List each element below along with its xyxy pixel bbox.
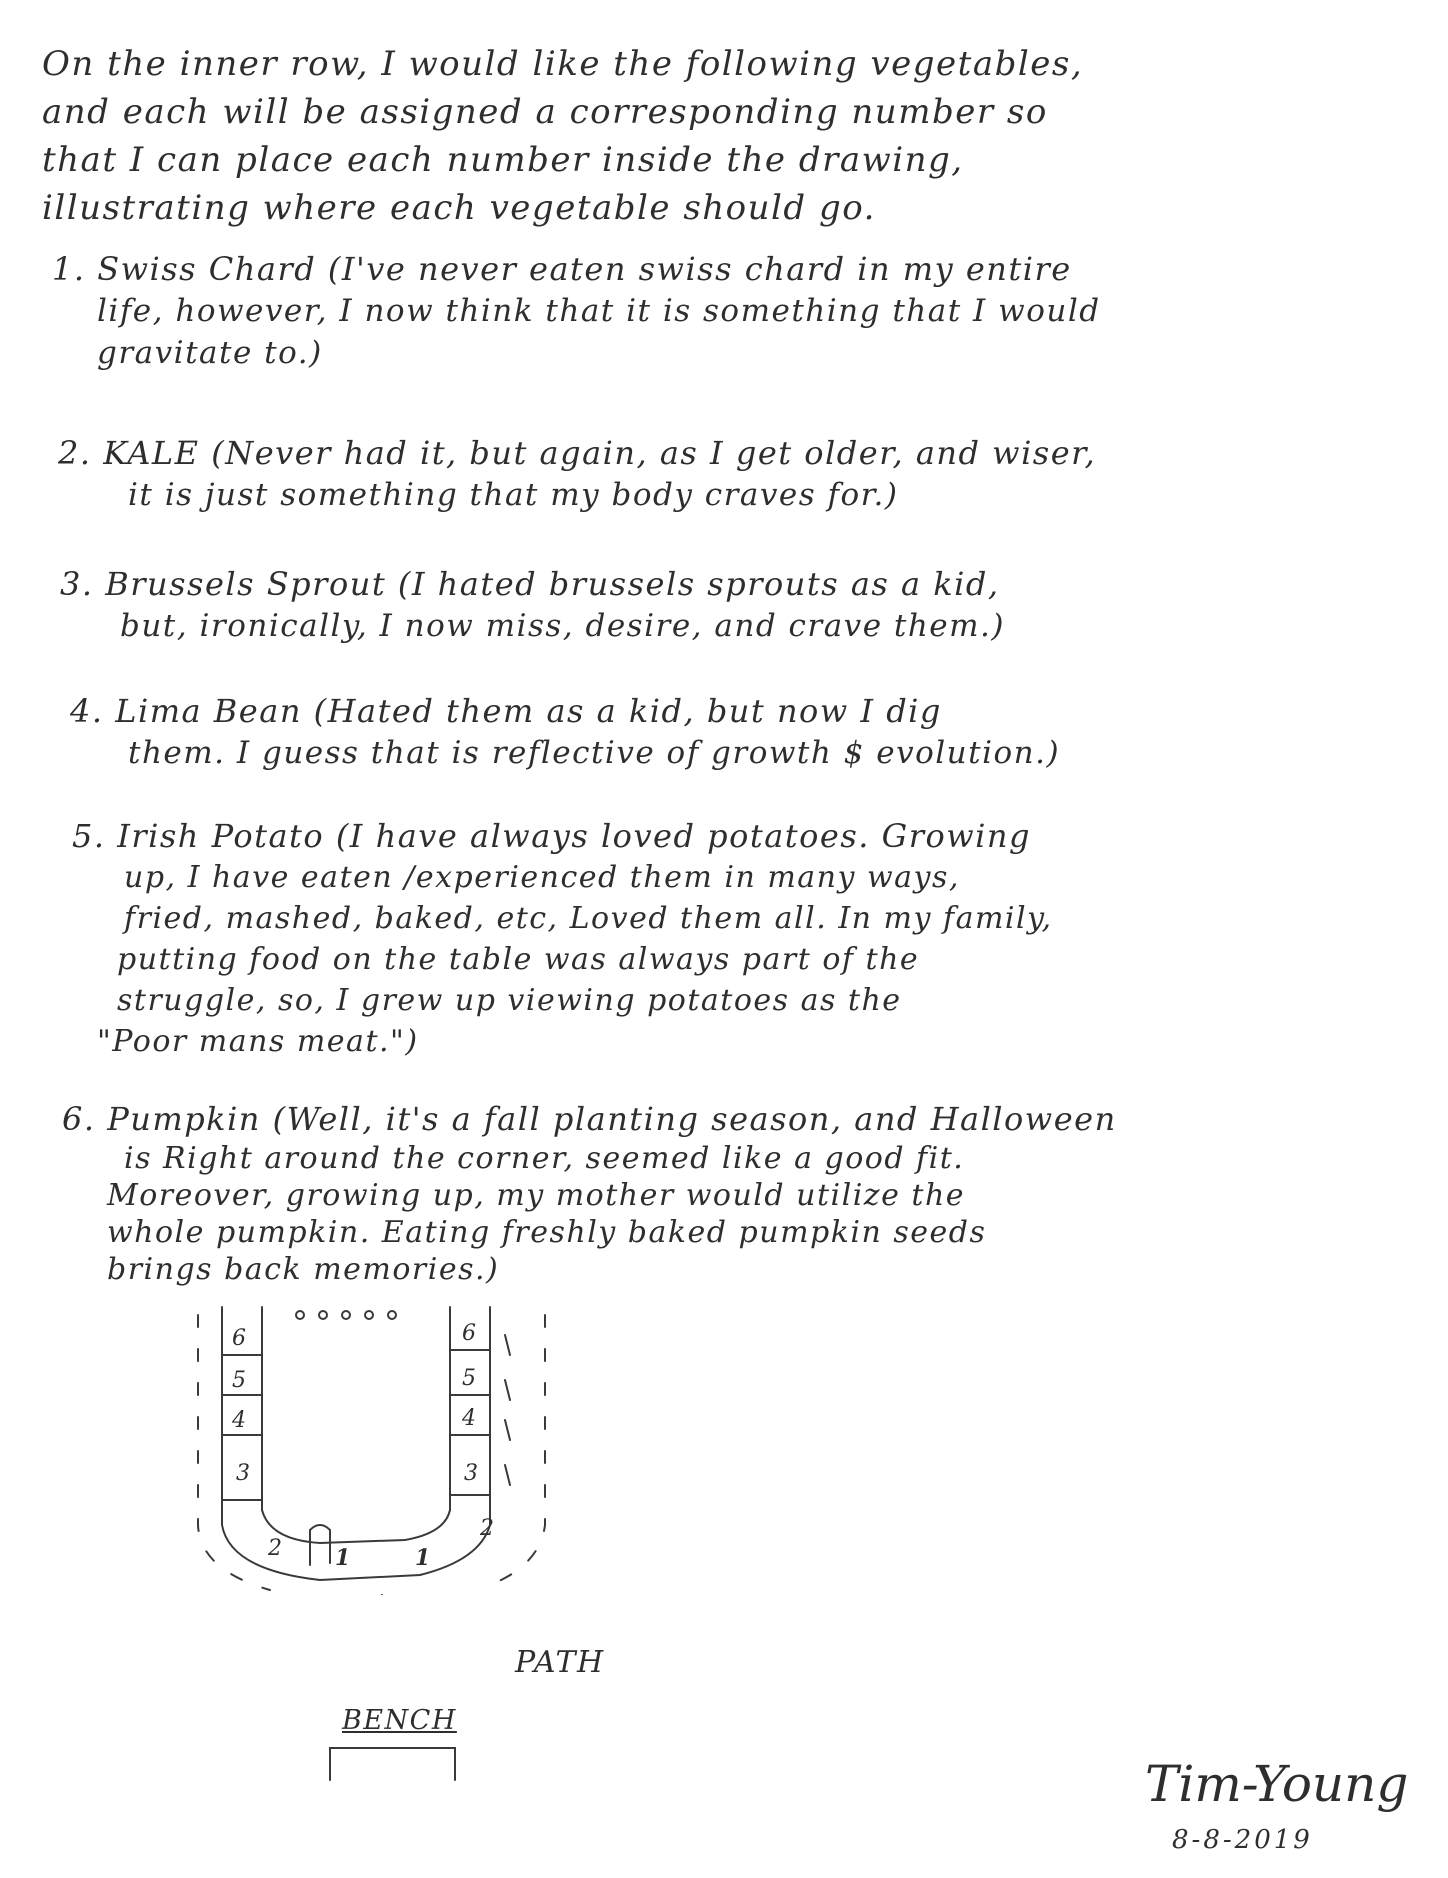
item-line: them. I guess that is reflective of growth $ evolution.) <box>128 735 1061 771</box>
vegetable-item-2 <box>58 432 1096 516</box>
bench-label: BENCH <box>342 1705 457 1736</box>
left-plot-number: 3 <box>236 1461 250 1486</box>
vegetable-item-5 <box>72 815 1053 1062</box>
item-line: "Poor mans meat.") <box>97 1024 419 1059</box>
right-plot-number: 3 <box>464 1461 478 1486</box>
vegetable-item-6 <box>62 1098 1117 1288</box>
left-plot-number: 6 <box>232 1326 246 1351</box>
item-line: 6. Pumpkin (Well, it's a fall planting season, and Halloween <box>62 1100 1117 1138</box>
item-line: 3. Brussels Sprout (I hated brussels sprouts as a kid, <box>60 565 1000 603</box>
center-stub <box>310 1525 330 1565</box>
signature-date: 8-8-2019 <box>1172 1825 1313 1855</box>
item-line: 1. Swiss Chard (I've never eaten swiss chard in my entire <box>52 250 1072 288</box>
vegetable-item-3 <box>60 563 1005 647</box>
inner-row-inner-edge <box>262 1307 450 1543</box>
garden-bed-sketch <box>180 1295 600 1595</box>
item-line: gravitate to.) <box>97 335 323 371</box>
item-line: it is just something that my body craves for.) <box>128 477 899 513</box>
item-line: whole pumpkin. Eating freshly baked pumpkin seeds <box>107 1215 987 1250</box>
item-line: struggle, so, I grew up viewing potatoes as the <box>117 983 902 1018</box>
item-line: putting food on the table was always part of the <box>117 942 920 977</box>
item-line: but, ironically, I now miss, desire, and crave them.) <box>120 608 1006 644</box>
left-plot-number: 5 <box>232 1368 246 1393</box>
signature: Tim-Young <box>1145 1755 1409 1813</box>
right-plot-number: 4 <box>462 1406 476 1431</box>
outer-boundary-right <box>490 1315 545 1585</box>
right-plot-number: 6 <box>462 1321 476 1346</box>
item-line: 5. Irish Potato (I have always loved potatoes. Growing <box>72 817 1031 855</box>
item-line: brings back memories.) <box>107 1252 500 1287</box>
bench-sketch <box>325 1740 465 1785</box>
intro-line: illustrating where each vegetable should go. <box>42 188 876 228</box>
vegetable-item-1 <box>52 248 1101 374</box>
bottom-plot-number: 1 <box>335 1545 351 1571</box>
intro-line: On the inner row, I would like the following vegetables, <box>42 44 1084 84</box>
right-plot-number: 2 <box>480 1516 494 1541</box>
intro-line: that I can place each number inside the drawing, <box>42 140 964 180</box>
item-line: Moreover, growing up, my mother would utilize the <box>107 1178 966 1213</box>
left-plot-number: 2 <box>268 1536 282 1561</box>
item-line: is Right around the corner, seemed like a good fit. <box>124 1141 965 1176</box>
right-plot-number: 5 <box>462 1366 476 1391</box>
vegetable-item-4 <box>70 690 1060 774</box>
item-line: 4. Lima Bean (Hated them as a kid, but now I dig <box>70 692 942 730</box>
left-plot-number: 4 <box>232 1408 246 1433</box>
intro-line: and each will be assigned a corresponding number so <box>42 92 1048 132</box>
item-line: 2. KALE (Never had it, but again, as I get older, and wiser, <box>58 434 1097 472</box>
item-line: fried, mashed, baked, etc, Loved them all. In my family, <box>124 901 1053 936</box>
bottom-plot-number: 1 <box>415 1545 431 1571</box>
item-line: life, however, I now think that it is something that I would <box>97 293 1101 329</box>
item-line: up, I have eaten /experienced them in many ways, <box>124 860 960 895</box>
path-label: PATH <box>515 1645 605 1680</box>
intro-paragraph <box>42 40 1083 232</box>
